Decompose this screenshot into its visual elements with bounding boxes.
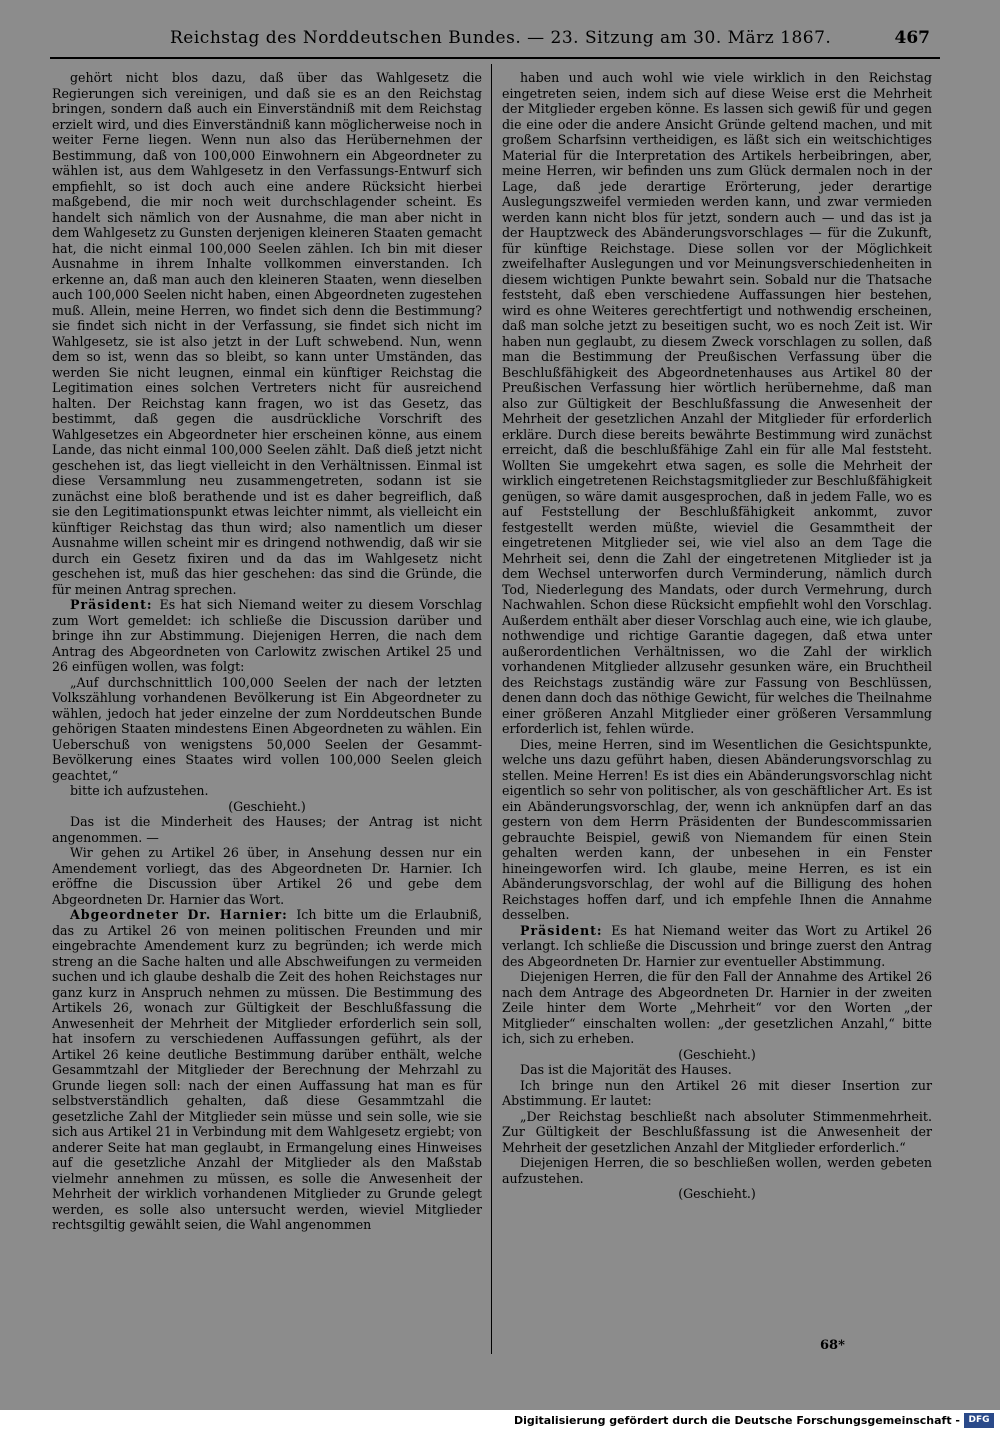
paragraph: (Geschieht.)	[678, 1186, 756, 1201]
paragraph: Präsident: Es hat sich Niemand weiter zu diesem Vorschlag zum Wort gemeldet: ich schließe die Discussion darüber und bringe ihn zur Abstimmung. Diejenigen Herren, die nach dem Antrag des Abgeordneten von Carlowitz zwischen Artikel 25 und 26 einfügen wollen, was folgt:	[52, 597, 483, 674]
paragraph: (Geschieht.)	[678, 1046, 756, 1062]
paragraph: bitte ich aufzustehen.	[70, 783, 209, 798]
column-divider	[491, 64, 492, 1354]
paragraph: (Geschieht.)	[228, 798, 306, 814]
dfg-logo: DFG	[964, 1413, 994, 1428]
running-head	[50, 28, 940, 56]
paragraph: Diejenigen Herren, die so beschließen wollen, werden gebeten aufzustehen.	[502, 1155, 932, 1186]
paragraph: haben und auch wohl wie viele wirklich in den Reichstag eingetreten seien, indem sich auf diese Weise erst die Mehrheit der Mitglieder ergeben könne. Es lassen sich gewiß für und gegen die eine oder die andere Ansicht Gründe geltend machen, und mit großem Scharfsinn vertheidigen, es läßt sich ein weitschichtiges Material für die Interpretation des Artikels herbeibringen, aber, meine Herren, wir befinden uns zum Glück dermalen noch in der Lage, daß jede derartige Erörterung, jeder derartige Auslegungszweifel vermieden werden kann, und zwar vermieden werden kann nicht blos für jetzt, sondern auch — und das ist ja der Hauptzweck des Abänderungsvorschlages — für die Zukunft, für künftige Reichstage. Diese sollen vor der Möglichkeit zweifelhafter Auslegungen und vor Meinungsverschiedenheiten in diesem wichtigen Punkte bewahrt sein. Sobald nur die Thatsache feststeht, daß eben verschiedene Auffassungen hier bestehen, wird es ohne Weiteres gerechtfertigt und nothwendig erscheinen, daß man solche jetzt zu beseitigen sucht, wo es noch Zeit ist. Wir haben nun geglaubt, zu diesem Zweck vorschlagen zu sollen, daß man die Bestimmung der Preußischen Verfassung über die Beschlußfähigkeit des Abgeordnetenhauses aus Artikel 80 der Preußischen Verfassung hier wörtlich herübernehme, daß man also zur Gültigkeit der Beschlußfassung die Anwesenheit der Mehrheit der gesetzlichen Anzahl der Mitglieder für erforderlich erkläre. Durch diese bereits bewährte Bestimmung wird zunächst erreicht, daß die beschlußfähige Zahl ein für alle Mal feststeht. Wollten Sie umgekehrt etwa sagen, es solle die Mehrheit der wirklich eingetretenen Reichstagsmitglieder zur Beschlußfähigkeit genügen, so wäre damit ausgesprochen, daß in jedem Falle, wo es auf Feststellung der Beschlußfähigkeit ankommt, zuvor festgestellt werden müßte, wieviel die Gesammtheit der eingetretenen Mitglieder sei, wie viel also an dem Tage die Mehrheit sei, denn die Zahl der eingetretenen Mitglieder ist ja dem Wechsel unterworfen durch Verminderung, nämlich durch Tod, Niederlegung des Mandats, oder durch Vermehrung, durch Nachwahlen. Schon diese Rücksicht empfiehlt wohl den Vorschlag. Außerdem enthält aber dieser Vorschlag auch eine, wie ich glaube, nothwendige und richtige Garantie dagegen, daß etwa unter außerordentlichen Verhältnissen, wo die Zahl der wirklich vorhandenen Mitglieder allzusehr gesunken wäre, ein Bruchtheil des Reichstags zuständig wäre zur Fassung von Beschlüssen, denen dann doch das nöthige Gewicht, für welches die Theilnahme einer größeren Anzahl Mitglieder einer größeren Versammlung erforderlich ist, fehlen würde.	[502, 70, 932, 736]
signature-mark: 68*	[820, 1338, 845, 1353]
paragraph: „Auf durchschnittlich 100,000 Seelen der nach der letzten Volkszählung vorhandenen Bevölkerung ist Ein Abgeordneter zu wählen, jedoch hat jeder einzelne der zum Norddeutschen Bunde gehörigen Staaten mindestens Einen Abgeordneten zu wählen. Ein Ueberschuß von wenigstens 50,000 Seelen der Gesammt-Bevölkerung eines Staates wird vollen 100,000 Seelen gleich geachtet,“	[52, 674, 482, 783]
paragraph: Präsident: Es hat Niemand weiter das Wort zu Artikel 26 verlangt. Ich schließe die Discussion und bringe zuerst den Antrag des Abgeordneten Dr. Harnier zur eventueller Abstimmung.	[502, 922, 933, 969]
paragraph: „Der Reichstag beschließt nach absoluter Stimmenmehrheit. Zur Gültigkeit der Beschlußfassung ist die Anwesenheit der Mehrheit der gesetzlichen Anzahl der Mitglieder erforderlich.“	[502, 1108, 932, 1155]
left-column	[52, 70, 482, 1233]
paragraph: Diejenigen Herren, die für den Fall der Annahme des Artikel 26 nach dem Antrage des Abgeordneten Dr. Harnier in der zweiten Zeile hinter dem Worte „Mehrheit“ vor den Worten „der Mitglieder“ einschalten wollen: „der gesetzlichen Anzahl,“ bitte ich, sich zu erheben.	[502, 969, 932, 1046]
paragraph: Abgeordneter Dr. Harnier: Ich bitte um die Erlaubniß, das zu Artikel 26 von meinen politischen Freunden und mir eingebrachte Amendement kurz zu begründen; ich werde mich streng an die Sache halten und alle Abschweifungen zu vermeiden suchen und ich glaube deshalb die Zeit des hohen Reichstages nur ganz kurz in Anspruch nehmen zu müssen. Die Bestimmung des Artikels 26, wonach zur Gültigkeit der Beschlußfassung die Anwesenheit der Mehrheit der Mitglieder erforderlich sein soll, hat insofern zu verschiedenen Auffassungen geführt, als der Artikel 26 keine deutliche Bestimmung darüber enthält, welche Gesammtzahl der Mitglieder der Berechnung der Mehrzahl zu Grunde liegen soll: nach der einen Auffassung hat man es für selbstverständlich gehalten, daß diese Gesammtzahl die gesetzliche Zahl der Mitglieder sein müsse und sein solle, wie sie sich aus Artikel 21 in Verbindung mit dem Wahlgesetz ergiebt; von anderer Seite hat man geglaubt, in Ermangelung eines Hinweises auf die gesetzliche Anzahl der Mitglieder als den Maßstab vielmehr annehmen zu müssen, es solle die Anwesenheit der Mehrheit der wirklich vorhandenen Mitglieder zu Grunde gelegt werden, es solle also untersucht werden, wieviel Mitglieder rechtsgiltig gewählt seien, die Wahl angenommen	[52, 907, 482, 1232]
paragraph: Das ist die Minderheit des Hauses; der Antrag ist nicht angenommen. —	[52, 814, 482, 845]
speaker-label: Abgeordneter Dr. Harnier:	[70, 907, 297, 922]
paragraph: gehört nicht blos dazu, daß über das Wahlgesetz die Regierungen sich vereinigen, und daß sie es an den Reichstag bringen, sondern daß auch ein Einverständniß mit dem Reichstag erzielt wird, und dies Einverständniß kann möglicherweise noch in weiter Ferne liegen. Wenn nun also das Herübernehmen der Bestimmung, daß von 100,000 Einwohnern ein Abgeordneter zu wählen ist, aus dem Wahlgesetz in den Verfassungs-Entwurf sich empfiehlt, so ist doch auch eine andere Rücksicht hierbei maßgebend, die mir noch weit durchschlagender scheint. Es handelt sich nämlich von der Ausnahme, die man aber nicht in dem Wahlgesetz zu Gunsten derjenigen kleineren Staaten gemacht hat, die nicht einmal 100,000 Seelen zählen. Ich bin mit dieser Ausnahme in ihrem Inhalte vollkommen einverstanden. Ich erkenne an, daß man auch den kleineren Staaten, wenn dieselben auch 100,000 Seelen nicht haben, einen Abgeordneten zugestehen muß. Allein, meine Herren, wo findet sich denn die Bestimmung? sie findet sich nicht in der Verfassung, sie findet sich nicht im Wahlgesetz, sie ist also jetzt in der Luft schwebend. Nun, wenn dem so ist, wenn das so bleibt, so kann unter Umständen, das werden Sie nicht leugnen, einmal ein künftiger Reichstag die Legitimation eines solchen Vertreters nicht für ausreichend halten. Der Reichstag kann fragen, wo ist das Gesetz, das bestimmt, daß gegen die ausdrückliche Vorschrift des Wahlgesetzes ein Abgeordneter hier erscheinen könne, aus einem Lande, das nicht einmal 100,000 Seelen zählt. Daß dieß jetzt nicht geschehen ist, das liegt vielleicht in den Verhältnissen. Einmal ist diese Versammlung neu zusammengetreten, sodann ist sie zunächst eine bloß berathende und ist es daher begreiflich, daß sie den Legitimationspunkt etwas leichter nimmt, als vielleicht ein künftiger Reichstag das thun wird; also namentlich um dieser Ausnahme willen scheint mir es dringend nothwendig, daß wir sie durch ein Gesetz fixiren und da das im Wahlgesetz nicht geschehen ist, muß das hier geschehen: das sind die Gründe, die für meinen Antrag sprechen.	[52, 70, 482, 597]
paragraph: Dies, meine Herren, sind im Wesentlichen die Gesichtspunkte, welche uns dazu geführt haben, diesen Abänderungsvorschlag zu stellen. Meine Herren! Es ist dies ein Abänderungsvorschlag nicht eigentlich so sehr von politischer, als von geschäftlicher Art. Es ist ein Abänderungsvorschlag, der, wenn ich anknüpfen darf an das gestern von dem Herrn Präsidenten der Bundescommissarien gebrauchte Beispiel, gewiß von Niemandem für einen Stein gehalten werden kann, der unbesehen in ein Fenster hineingeworfen wird. Ich glaube, meine Herren, es ist ein Abänderungsvorschlag, der wohl auf die Billigung des hohen Reichstages hoffen darf, und ich empfehle Ihnen die Annahme desselben.	[502, 736, 932, 922]
page-number: 467	[894, 28, 930, 48]
footer-credit: Digitalisierung gefördert durch die Deutsche Forschungsgemeinschaft -	[513, 1414, 960, 1427]
paragraph: Das ist die Majorität des Hauses.	[520, 1062, 732, 1077]
paragraph: Wir gehen zu Artikel 26 über, in Ansehung dessen nur ein Amendement vorliegt, das des Abgeordneten Dr. Harnier. Ich eröffne die Discussion über Artikel 26 und gebe dem Abgeordneten Dr. Harnier das Wort.	[52, 845, 482, 907]
right-column	[502, 70, 932, 1202]
paragraph: Ich bringe nun den Artikel 26 mit dieser Insertion zur Abstimmung. Er lautet:	[502, 1077, 932, 1108]
speaker-label: Präsident:	[70, 597, 160, 612]
footer-bar	[0, 1410, 1000, 1432]
running-title: Reichstag des Norddeutschen Bundes. — 23. Sitzung am 30. März 1867.	[170, 28, 832, 48]
header-rule	[50, 57, 940, 59]
speaker-label: Präsident:	[520, 922, 612, 938]
